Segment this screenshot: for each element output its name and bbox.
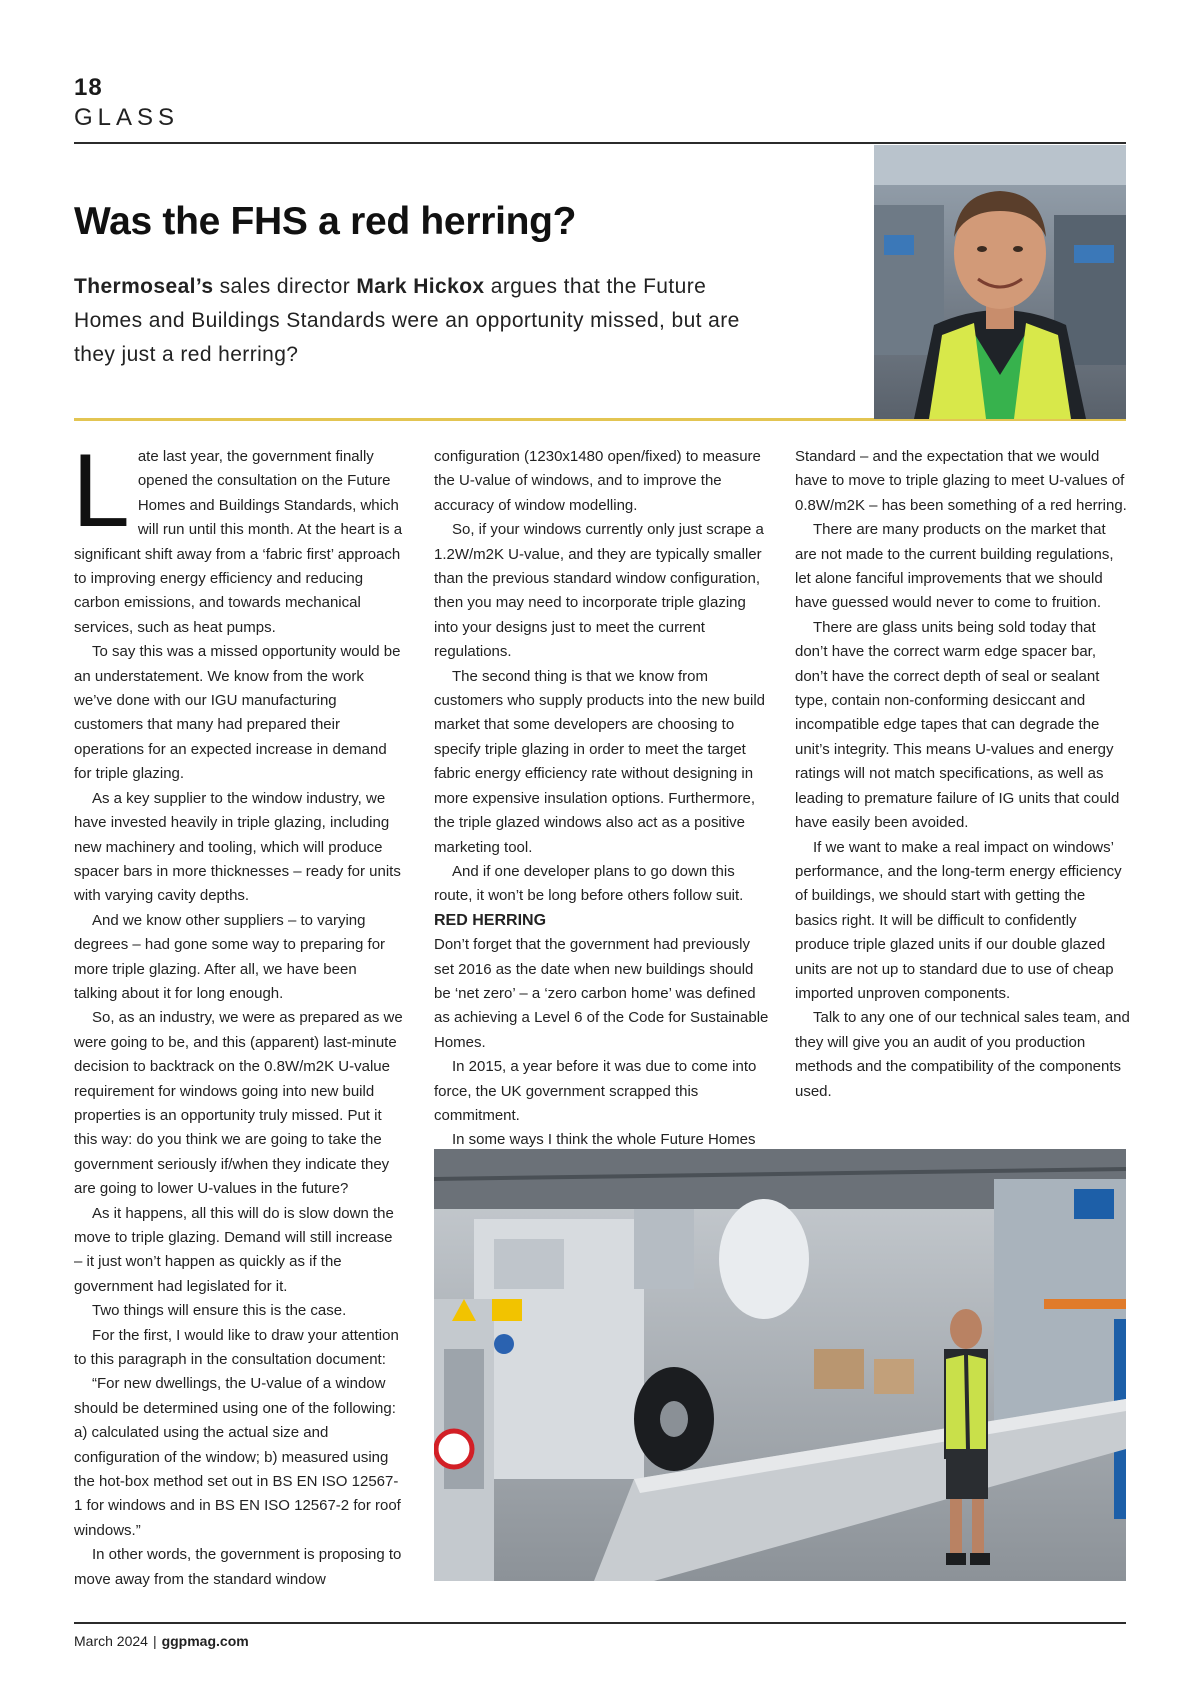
article-column-1 bbox=[72, 433, 404, 1592]
article-paragraph: There are glass units being sold today that don’t have the correct warm edge spacer bar, don’t have the correct depth of seal or sealant type, contain non-conforming desiccant and incompatible edge tapes that can degrade the unit’s integrity. This means U-values and energy ratings will not match specifications, as well as leading to premature failure of IG units that could have easily been avoided. bbox=[795, 618, 1120, 832]
article-paragraph: The second thing is that we know from customers who supply products into the new build market that some developers are choosing to specify triple glazing in order to meet the target fabric energy efficiency rate without designing in more expensive insulation options. Furthermore, the triple glazed windows also act as a positive marketing tool. bbox=[434, 667, 766, 856]
standfirst-person: Mark Hickox bbox=[356, 275, 485, 298]
article-paragraph: configuration (1230x1480 open/fixed) to measure the U-value of windows, and to improve the accuracy of window modelling. bbox=[434, 448, 761, 514]
article-paragraph: In some ways I think the whole Future Homes bbox=[452, 1131, 756, 1149]
footer-separator: | bbox=[152, 1633, 157, 1649]
article-paragraph: So, if your windows currently only just scrape a 1.2W/m2K U-value, and they are typically smaller than the previous standard window configuration, then you may need to incorporate triple glazing into your designs just to meet the current regulations. bbox=[434, 521, 764, 661]
article-paragraph: For the first, I would like to draw your attention to this paragraph in the consultation document: bbox=[74, 1326, 399, 1369]
article-paragraph: So, as an industry, we were as prepared as we were going to be, and this (apparent) last-minute decision to backtrack on the 0.8W/m2K U-value requirement for windows going into new build properties is an opportunity truly missed. Put it this way: do you think we are going to take the government seriously if/when they indicate they are going to lower U-values in the future? bbox=[74, 1009, 403, 1198]
footer-site-link[interactable]: ggpmag.com bbox=[161, 1633, 249, 1649]
standfirst-company: Thermoseal’s bbox=[74, 275, 214, 298]
article-paragraph: And if one developer plans to go down this route, it won’t be long before others follow suit. bbox=[434, 862, 744, 905]
section-label: GLASS bbox=[74, 104, 180, 131]
article-column-2 bbox=[434, 445, 769, 1153]
article-paragraph: Don’t forget that the government had previously set 2016 as the date when new buildings should be ‘net zero’ – a ‘zero carbon home’ was defined as achieving a Level 6 of the Code for Sustainable Homes. bbox=[434, 936, 769, 1051]
article-headline: Was the FHS a red herring? bbox=[74, 200, 577, 243]
article-paragraph: In other words, the government is proposing to move away from the standard window bbox=[74, 1546, 402, 1588]
article-paragraph: Two things will ensure this is the case. bbox=[92, 1302, 347, 1320]
standfirst-text-1: sales director bbox=[213, 275, 357, 298]
article-paragraph: As it happens, all this will do is slow down the move to triple glazing. Demand will still increase – it just won’t happen as quickly as if the government had legislated for it. bbox=[74, 1204, 394, 1295]
footer-divider bbox=[74, 1622, 1126, 1624]
article-paragraph: “For new dwellings, the U-value of a window should be determined using one of the following: a) calculated using the actual size and configuration of the window; b) measured using the hot-box method set out in BS EN ISO 12567-1 for windows and in BS EN ISO 12567-2 for roof windows.” bbox=[74, 1375, 401, 1539]
page-number: 18 bbox=[74, 74, 103, 101]
article-column-3 bbox=[795, 445, 1130, 1104]
article-standfirst bbox=[74, 270, 744, 372]
author-portrait-photo bbox=[874, 145, 1126, 419]
article-paragraph: There are many products on the market that are not made to the current building regulations, let alone fanciful improvements that we should have guessed would never to come to fruition. bbox=[795, 521, 1114, 612]
drop-cap: L bbox=[72, 433, 130, 549]
standfirst-text-2: argues that the Future Homes and Buildings Standards were an opportunity missed, but are they just a red herring? bbox=[74, 275, 740, 366]
article-paragraph: Standard – and the expectation that we would have to move to triple glazing to meet U-values of 0.8W/m2K – has been something of a red herring. bbox=[795, 448, 1127, 514]
article-subhead: RED HERRING bbox=[434, 911, 547, 929]
article-paragraph: In 2015, a year before it was due to come into force, the UK government scrapped this commitment. bbox=[434, 1058, 757, 1124]
article-paragraph: If we want to make a real impact on windows’ performance, and the long-term energy efficiency of buildings, we should start with getting the basics right. It will be difficult to confidently produce triple glazed units if our double glazed units are not up to standard due to use of cheap imported unproven components. bbox=[795, 838, 1122, 1002]
article-paragraph: Late last year, the government finally opened the consultation on the Future Homes and Buildings Standards, which will run until this month. At the heart is a significant shift away from a ‘fabric first’ approach to improving energy efficiency and reducing carbon emissions, and towards mechanical services, such as heat pumps. bbox=[72, 433, 403, 636]
factory-floor-photo bbox=[434, 1149, 1126, 1581]
footer bbox=[74, 1633, 249, 1649]
footer-date: March 2024 bbox=[74, 1633, 148, 1649]
article-paragraph: Talk to any one of our technical sales team, and they will give you an audit of you production methods and the compatibility of the components used. bbox=[795, 1009, 1130, 1100]
article-paragraph: As a key supplier to the window industry, we have invested heavily in triple glazing, including new machinery and tooling, which will produce spacer bars in more thicknesses – ready for units with varying cavity depths. bbox=[74, 789, 401, 905]
header-divider bbox=[74, 142, 1126, 144]
article-paragraph: To say this was a missed opportunity would be an understatement. We know from the work we’ve done with our IGU manufacturing customers that many had prepared their operations for an expected increase in demand for triple glazing. bbox=[74, 643, 401, 783]
article-paragraph: And we know other suppliers – to varying degrees – had gone some way to preparing for more triple glazing. After all, we have been talking about it for long enough. bbox=[74, 911, 386, 1002]
